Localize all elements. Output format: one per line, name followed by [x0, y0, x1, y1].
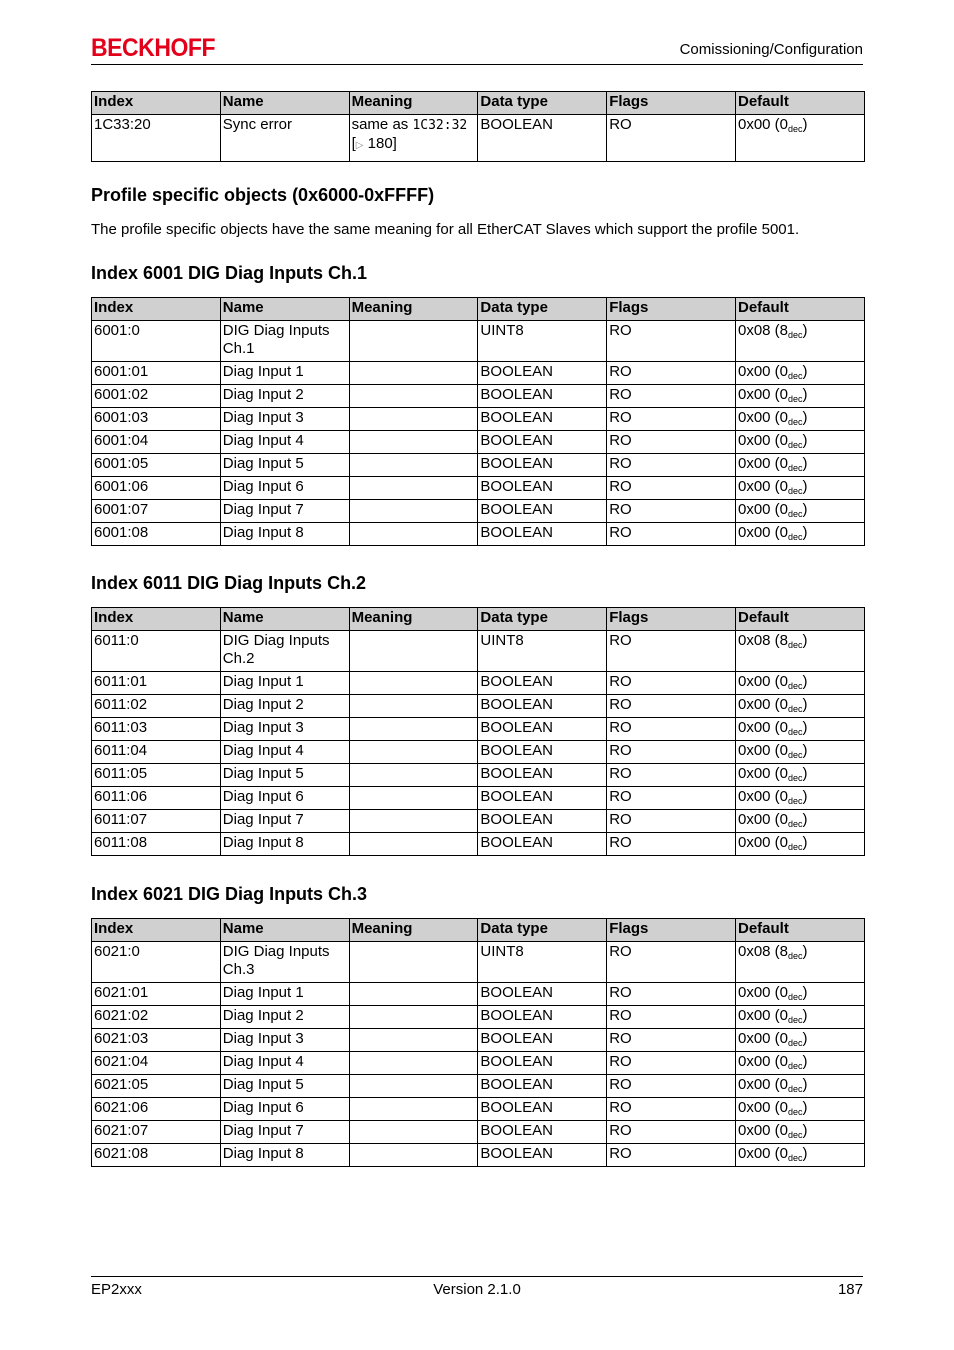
cell-type: UINT8: [478, 631, 607, 672]
cell-meaning: [349, 741, 478, 764]
cell-flags: RO: [607, 983, 736, 1006]
cell-index: 6001:07: [92, 500, 221, 523]
cell-type: BOOLEAN: [478, 672, 607, 695]
column-header: Data type: [478, 919, 607, 942]
table-row: [92, 523, 865, 546]
cell-meaning: [349, 942, 478, 983]
column-header: Default: [735, 298, 864, 321]
table-row: [92, 385, 865, 408]
cell-name: Diag Input 7: [220, 500, 349, 523]
meaning-ref-link[interactable]: 1C32:32: [412, 118, 468, 133]
cell-type: BOOLEAN: [478, 454, 607, 477]
column-header: Data type: [478, 92, 607, 115]
cell-name: DIG Diag Inputs Ch.2: [220, 631, 349, 672]
cell-meaning: [349, 631, 478, 672]
cell-default: 0x00 $(0_{dec})$: [735, 764, 864, 787]
table-row: [92, 477, 865, 500]
cell-type: UINT8: [478, 942, 607, 983]
table-row: [92, 500, 865, 523]
cell-meaning: [349, 983, 478, 1006]
cell-flags: RO: [607, 1098, 736, 1121]
cell-type: BOOLEAN: [478, 1052, 607, 1075]
cell-default: 0x08 $(8_{dec})$: [735, 321, 864, 362]
column-header: Flags: [607, 92, 736, 115]
cell-name: Diag Input 4: [220, 431, 349, 454]
cell-default: 0x00 $(0_{dec})$: [735, 523, 864, 546]
table-row: [92, 942, 865, 983]
cell-index: 6021:03: [92, 1029, 221, 1052]
cell-name: DIG Diag Inputs Ch.1: [220, 321, 349, 362]
cell-type: BOOLEAN: [478, 741, 607, 764]
table-row: [92, 1052, 865, 1075]
cell-default: 0x00 $(0_{dec})$: [735, 672, 864, 695]
cell-default: 0x00 $(0_{dec})$: [735, 810, 864, 833]
table-row: [92, 431, 865, 454]
cell-name: Diag Input 3: [220, 1029, 349, 1052]
table-header-row: [92, 92, 865, 115]
cell-meaning: [349, 810, 478, 833]
cell-index: 6021:05: [92, 1075, 221, 1098]
column-header: Index: [92, 919, 221, 942]
cell-meaning: [349, 1075, 478, 1098]
cell-flags: RO: [607, 942, 736, 983]
column-header: Name: [220, 919, 349, 942]
cell-meaning: [349, 787, 478, 810]
cell-flags: RO: [607, 431, 736, 454]
section-heading-6011: Index 6011 DIG Diag Inputs Ch.2: [91, 573, 367, 593]
cell-name: Diag Input 7: [220, 1121, 349, 1144]
cell-name: Diag Input 6: [220, 1098, 349, 1121]
column-header: Meaning: [349, 92, 478, 115]
table-row: [92, 1029, 865, 1052]
cell-flags: RO: [607, 1121, 736, 1144]
cell-index: 6011:05: [92, 764, 221, 787]
cell-type: BOOLEAN: [478, 1144, 607, 1167]
footer-page-number: 187: [837, 1281, 863, 1298]
meaning-prefix: same as: [351, 116, 413, 133]
cell-type: BOOLEAN: [478, 500, 607, 523]
cell-type: BOOLEAN: [478, 115, 607, 162]
cell-index: 6011:03: [92, 718, 221, 741]
cell-default: 0x00 $(0_{dec})$: [735, 833, 864, 856]
cell-flags: RO: [607, 1006, 736, 1029]
column-header: Name: [220, 608, 349, 631]
table-row: [92, 1075, 865, 1098]
cell-default: 0x00 $(0_{dec})$: [735, 718, 864, 741]
section-heading-6021: Index 6021 DIG Diag Inputs Ch.3: [91, 884, 368, 904]
cell-index: 6011:07: [92, 810, 221, 833]
column-header: Flags: [607, 298, 736, 321]
cell-default: 0x00 $(0_{dec})$: [735, 115, 864, 162]
cell-default: 0x00 $(0_{dec})$: [735, 362, 864, 385]
cell-meaning: [349, 362, 478, 385]
cell-name: Diag Input 8: [220, 1144, 349, 1167]
cell-name: Diag Input 6: [220, 787, 349, 810]
column-header: Flags: [607, 919, 736, 942]
cell-default: 0x00 $(0_{dec})$: [735, 500, 864, 523]
cell-meaning: [349, 695, 478, 718]
cell-flags: RO: [607, 115, 736, 162]
cell-index: 6001:04: [92, 431, 221, 454]
cell-index: 6011:01: [92, 672, 221, 695]
page-arrow-icon: ▷: [355, 140, 364, 151]
column-header: Flags: [607, 608, 736, 631]
cell-default: 0x00 $(0_{dec})$: [735, 1006, 864, 1029]
cell-name: Diag Input 7: [220, 810, 349, 833]
cell-meaning: [349, 408, 478, 431]
footer-version: Version 2.1.0: [433, 1281, 521, 1298]
profile-description: The profile specific objects have the same meaning for all EtherCAT Slaves which support the profile 5001.: [91, 221, 800, 238]
cell-flags: RO: [607, 833, 736, 856]
cell-index: 1C33:20: [92, 115, 221, 162]
cell-type: BOOLEAN: [478, 764, 607, 787]
column-header: Data type: [478, 608, 607, 631]
cell-name: Diag Input 5: [220, 764, 349, 787]
cell-name: Diag Input 4: [220, 1052, 349, 1075]
table-row: [92, 787, 865, 810]
object-table-6001: [91, 297, 865, 546]
cell-flags: RO: [607, 718, 736, 741]
table-row: [92, 1144, 865, 1167]
column-header: Data type: [478, 298, 607, 321]
column-header: Default: [735, 92, 864, 115]
column-header: Name: [220, 92, 349, 115]
cell-meaning: [349, 477, 478, 500]
cell-type: BOOLEAN: [478, 718, 607, 741]
cell-index: 6001:06: [92, 477, 221, 500]
cell-flags: RO: [607, 741, 736, 764]
cell-index: 6001:03: [92, 408, 221, 431]
table-row: [92, 741, 865, 764]
header-divider: [91, 64, 863, 65]
cell-meaning: [349, 1098, 478, 1121]
section-title: Comissioning/Configuration: [679, 41, 863, 58]
cell-meaning: [349, 764, 478, 787]
table-row: [92, 1121, 865, 1144]
cell-meaning: [349, 672, 478, 695]
table-row: [92, 321, 865, 362]
table-row: [92, 764, 865, 787]
cell-meaning: [349, 1029, 478, 1052]
cell-meaning: [349, 500, 478, 523]
section-heading-6001: Index 6001 DIG Diag Inputs Ch.1: [91, 263, 368, 283]
cell-index: 6011:08: [92, 833, 221, 856]
cell-name: Diag Input 5: [220, 1075, 349, 1098]
cell-name: Diag Input 6: [220, 477, 349, 500]
table-row: [92, 631, 865, 672]
cell-default: 0x00 $(0_{dec})$: [735, 1029, 864, 1052]
cell-default: 0x00 $(0_{dec})$: [735, 1052, 864, 1075]
cell-index: 6021:06: [92, 1098, 221, 1121]
cell-meaning: [349, 1052, 478, 1075]
cell-meaning: [349, 833, 478, 856]
cell-default: 0x00 $(0_{dec})$: [735, 431, 864, 454]
cell-index: 6011:06: [92, 787, 221, 810]
table-row: [92, 1098, 865, 1121]
column-header: Index: [92, 92, 221, 115]
cell-meaning: [349, 454, 478, 477]
cell-name: Diag Input 3: [220, 408, 349, 431]
cell-type: BOOLEAN: [478, 1029, 607, 1052]
cell-name: Diag Input 1: [220, 983, 349, 1006]
cell-type: BOOLEAN: [478, 695, 607, 718]
cell-default: 0x08 $(8_{dec})$: [735, 631, 864, 672]
cell-flags: RO: [607, 787, 736, 810]
footer-divider: [91, 1276, 863, 1277]
cell-index: 6001:01: [92, 362, 221, 385]
object-table-1c33: [91, 91, 865, 162]
cell-default: 0x00 $(0_{dec})$: [735, 1121, 864, 1144]
cell-default: 0x00 $(0_{dec})$: [735, 983, 864, 1006]
cell-default: 0x00 $(0_{dec})$: [735, 741, 864, 764]
cell-default: 0x00 $(0_{dec})$: [735, 1098, 864, 1121]
cell-name: Diag Input 8: [220, 833, 349, 856]
cell-flags: RO: [607, 631, 736, 672]
cell-default: 0x00 $(0_{dec})$: [735, 1075, 864, 1098]
cell-type: BOOLEAN: [478, 1121, 607, 1144]
column-header: Meaning: [349, 919, 478, 942]
table-row: [92, 810, 865, 833]
cell-default: 0x00 $(0_{dec})$: [735, 1144, 864, 1167]
cell-type: UINT8: [478, 321, 607, 362]
cell-type: BOOLEAN: [478, 810, 607, 833]
table-row: [92, 983, 865, 1006]
cell-type: BOOLEAN: [478, 362, 607, 385]
table-row: [92, 672, 865, 695]
cell-type: BOOLEAN: [478, 408, 607, 431]
cell-meaning: [349, 1144, 478, 1167]
cell-index: 6021:0: [92, 942, 221, 983]
cell-index: 6021:02: [92, 1006, 221, 1029]
cell-type: BOOLEAN: [478, 1075, 607, 1098]
cell-meaning: [349, 115, 478, 162]
column-header: Default: [735, 919, 864, 942]
cell-default: 0x00 $(0_{dec})$: [735, 408, 864, 431]
cell-name: Diag Input 8: [220, 523, 349, 546]
column-header: Index: [92, 608, 221, 631]
cell-meaning: [349, 321, 478, 362]
cell-flags: RO: [607, 1029, 736, 1052]
cell-flags: RO: [607, 454, 736, 477]
cell-index: 6021:04: [92, 1052, 221, 1075]
cell-default: 0x00 $(0_{dec})$: [735, 695, 864, 718]
column-header: Meaning: [349, 298, 478, 321]
cell-default: 0x00 $(0_{dec})$: [735, 477, 864, 500]
table-row: [92, 718, 865, 741]
beckhoff-logo: BECKHOFF: [91, 34, 216, 62]
cell-meaning: [349, 718, 478, 741]
cell-flags: RO: [607, 695, 736, 718]
column-header: Index: [92, 298, 221, 321]
cell-flags: RO: [607, 810, 736, 833]
cell-flags: RO: [607, 764, 736, 787]
cell-index: 6011:04: [92, 741, 221, 764]
cell-name: Diag Input 4: [220, 741, 349, 764]
cell-flags: RO: [607, 1144, 736, 1167]
cell-meaning: [349, 385, 478, 408]
cell-meaning: [349, 431, 478, 454]
table-row: [92, 408, 865, 431]
table-row: [92, 833, 865, 856]
cell-name: Diag Input 2: [220, 1006, 349, 1029]
cell-index: 6021:08: [92, 1144, 221, 1167]
cell-index: 6001:0: [92, 321, 221, 362]
cell-type: BOOLEAN: [478, 523, 607, 546]
cell-index: 6011:0: [92, 631, 221, 672]
cell-index: 6001:05: [92, 454, 221, 477]
table-row: [92, 115, 865, 162]
column-header: Default: [735, 608, 864, 631]
cell-name: DIG Diag Inputs Ch.3: [220, 942, 349, 983]
table-row: [92, 695, 865, 718]
cell-type: BOOLEAN: [478, 1006, 607, 1029]
cell-meaning: [349, 1121, 478, 1144]
column-header: Meaning: [349, 608, 478, 631]
cell-flags: RO: [607, 500, 736, 523]
cell-type: BOOLEAN: [478, 983, 607, 1006]
column-header: Name: [220, 298, 349, 321]
cell-index: 6001:08: [92, 523, 221, 546]
table-row: [92, 1006, 865, 1029]
page-link[interactable]: [▷ 180]: [351, 135, 397, 152]
cell-name: Diag Input 1: [220, 362, 349, 385]
table-header-row: [92, 608, 865, 631]
cell-index: 6011:02: [92, 695, 221, 718]
object-table-6011: [91, 607, 865, 856]
table-header-row: [92, 919, 865, 942]
cell-type: BOOLEAN: [478, 431, 607, 454]
cell-flags: RO: [607, 672, 736, 695]
cell-type: BOOLEAN: [478, 385, 607, 408]
table-header-row: [92, 298, 865, 321]
cell-default: 0x08 $(8_{dec})$: [735, 942, 864, 983]
cell-flags: RO: [607, 321, 736, 362]
cell-flags: RO: [607, 477, 736, 500]
cell-index: 6021:01: [92, 983, 221, 1006]
cell-flags: RO: [607, 408, 736, 431]
table-row: [92, 362, 865, 385]
table-row: [92, 454, 865, 477]
object-table-6021: [91, 918, 865, 1167]
cell-default: 0x00 $(0_{dec})$: [735, 787, 864, 810]
cell-index: 6021:07: [92, 1121, 221, 1144]
cell-flags: RO: [607, 1075, 736, 1098]
cell-name: Diag Input 3: [220, 718, 349, 741]
cell-type: BOOLEAN: [478, 1098, 607, 1121]
cell-default: 0x00 $(0_{dec})$: [735, 385, 864, 408]
cell-meaning: [349, 1006, 478, 1029]
cell-default: 0x00 $(0_{dec})$: [735, 454, 864, 477]
cell-type: BOOLEAN: [478, 477, 607, 500]
cell-flags: RO: [607, 1052, 736, 1075]
cell-name: Diag Input 1: [220, 672, 349, 695]
footer-product: EP2xxx: [91, 1281, 142, 1298]
cell-flags: RO: [607, 523, 736, 546]
cell-name: Diag Input 2: [220, 385, 349, 408]
cell-flags: RO: [607, 362, 736, 385]
cell-name: Sync error: [220, 115, 349, 162]
cell-index: 6001:02: [92, 385, 221, 408]
cell-type: BOOLEAN: [478, 787, 607, 810]
profile-heading: Profile specific objects (0x6000-0xFFFF): [91, 185, 435, 205]
cell-meaning: [349, 523, 478, 546]
cell-flags: RO: [607, 385, 736, 408]
cell-name: Diag Input 5: [220, 454, 349, 477]
cell-type: BOOLEAN: [478, 833, 607, 856]
cell-name: Diag Input 2: [220, 695, 349, 718]
